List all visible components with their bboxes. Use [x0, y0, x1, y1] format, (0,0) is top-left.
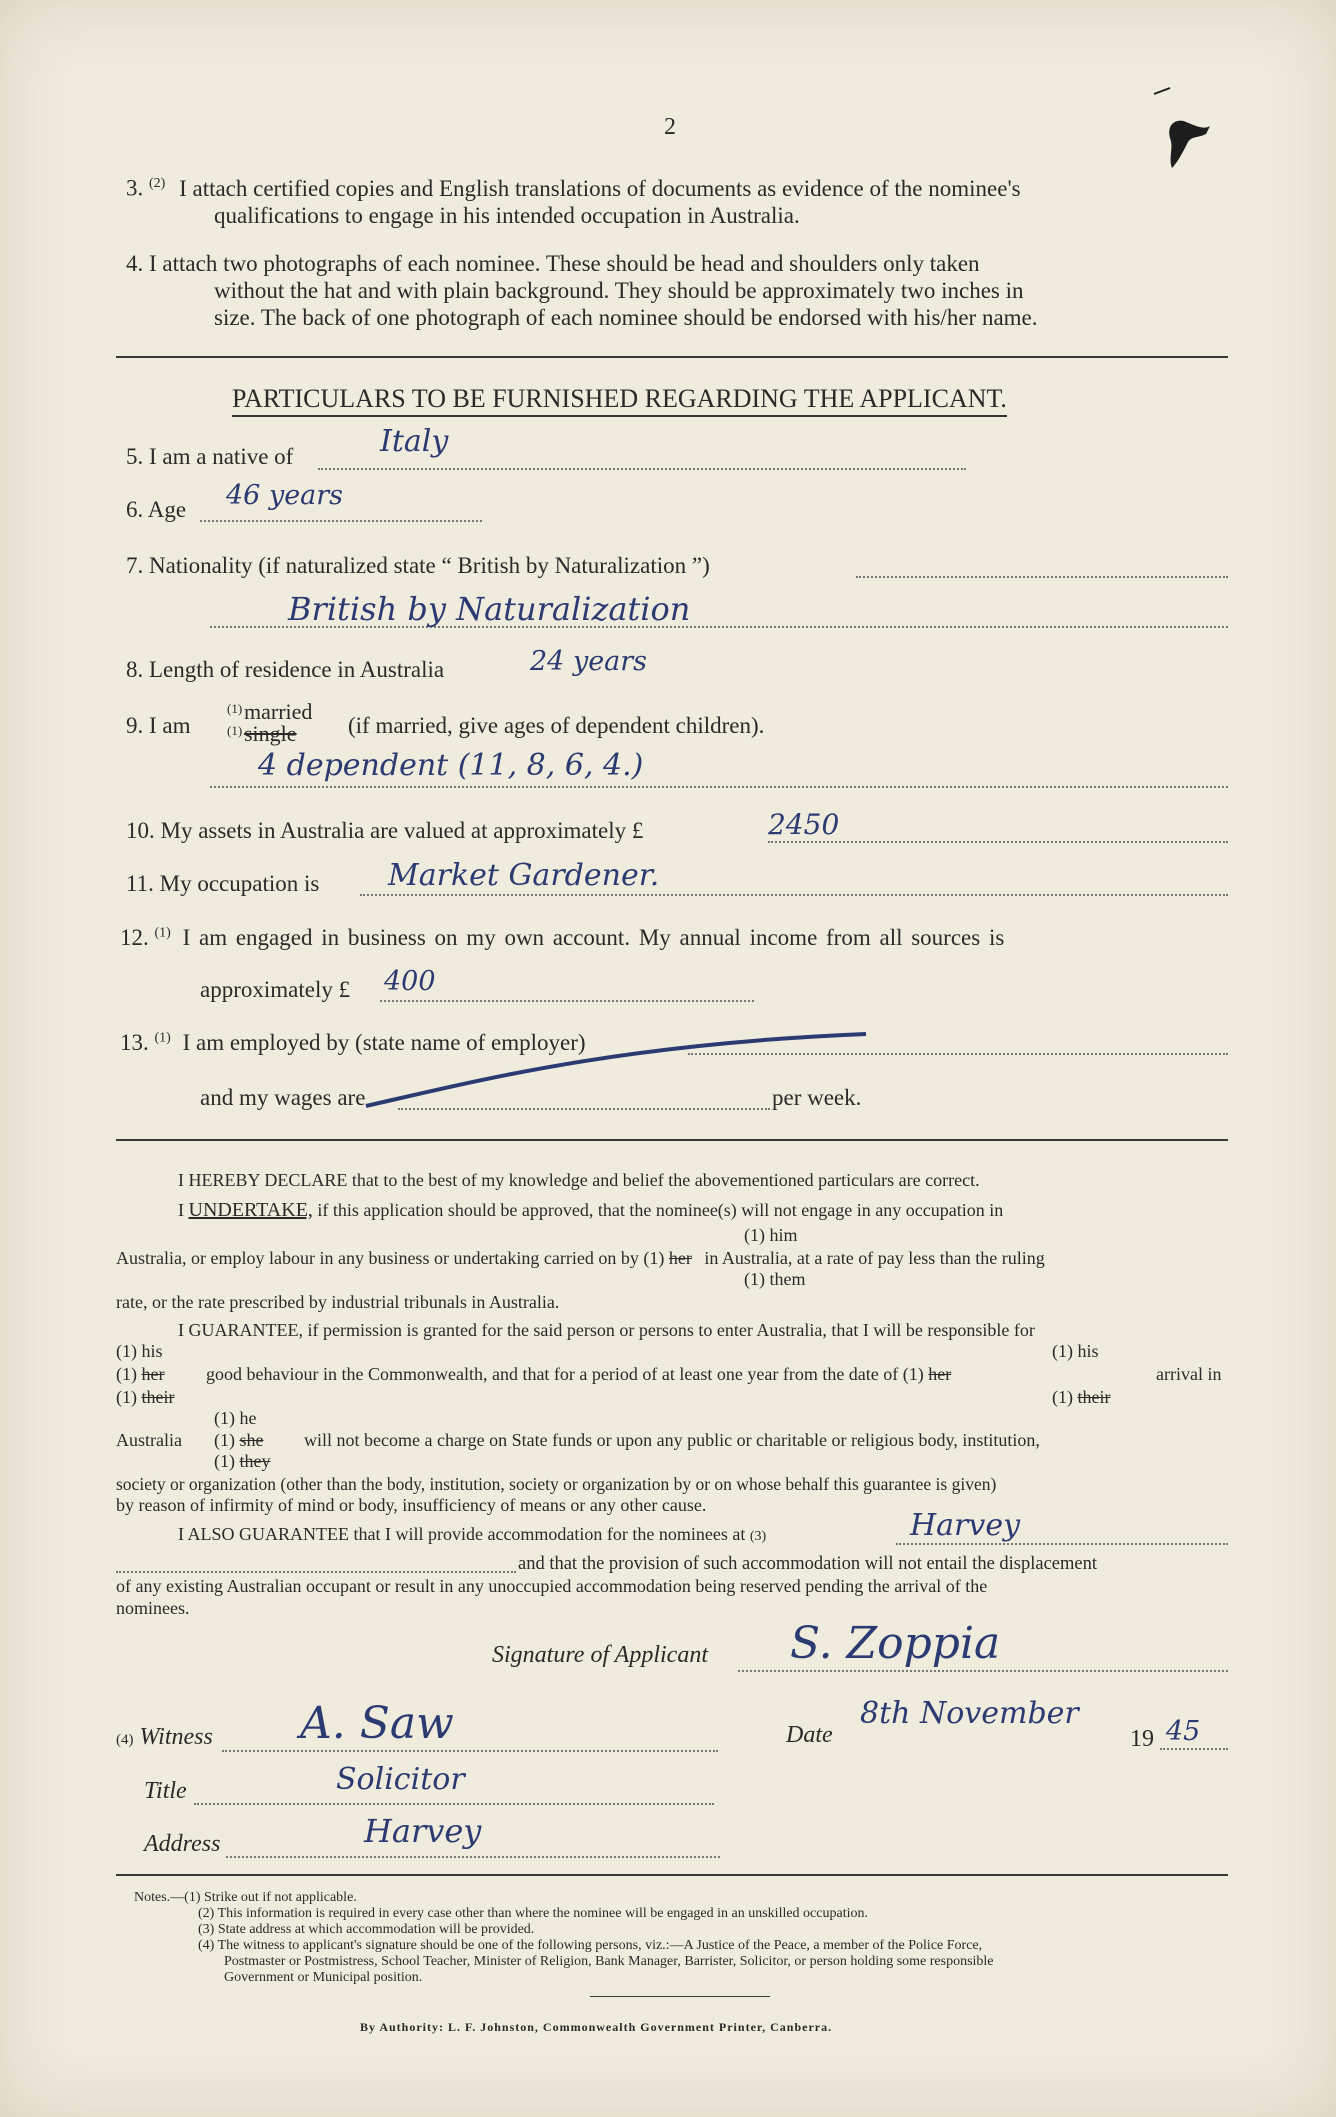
q12-line-2: approximately £	[200, 977, 351, 1002]
q8-label: 8. Length of residence in Australia	[126, 657, 445, 682]
charge-text: will not become a charge on State funds or upon any public or charitable or religious body, institution,	[304, 1430, 1040, 1450]
notes: Notes.—(1) Strike out if not applicable. (2) This information is required in every case other than where the nominee will be engaged in an unskilled occupation. (3) State address at which accommodation will be provided. (4) The witness to applicant's signature should be one of the following persons, viz.:—A Justice of the Peace, a member of the Police Force, Postmaster or Postmistress, School Teacher, Minister of Religion, Bank Manager, Barrister, Solicitor, or person holding some responsible Government or Municipal position.	[134, 1890, 994, 1985]
witness-signature: A. Saw	[300, 1698, 454, 1749]
declaration-also: I ALSO GUARANTEE that I will provide accommodation for the nominees at (3)	[178, 1524, 767, 1544]
declaration-occupant: of any existing Australian occupant or result in any unoccupied accommodation being reserved pending the arrival of the	[116, 1576, 988, 1596]
date-year-prefix: 19	[1130, 1726, 1154, 1752]
q5-label: 5. I am a native of	[126, 444, 294, 469]
address-label: Address	[144, 1831, 221, 1857]
address-line	[226, 1856, 720, 1858]
q9-answer: 4 dependent (11, 8, 6, 4.)	[258, 748, 644, 783]
guarantee-good-behaviour: good behaviour in the Commonwealth, and that for a period of at least one year from the date of (1) her	[206, 1364, 952, 1384]
charge-he: (1) he	[214, 1408, 257, 1428]
corner-mark-icon	[1148, 78, 1228, 178]
declaration-him: (1) him	[744, 1225, 798, 1245]
declaration-society-2: by reason of infirmity of mind or body, insufficiency of means or any other cause.	[116, 1495, 707, 1515]
q5-line	[318, 468, 966, 470]
q9-line	[210, 786, 1228, 788]
guarantee-her-left: (1) her	[116, 1364, 165, 1384]
signature-line	[738, 1670, 1228, 1672]
q10-label: 10. My assets in Australia are valued at approximately £	[126, 818, 644, 843]
date-label: Date	[786, 1722, 833, 1748]
q6-answer: 46 years	[226, 480, 344, 511]
divider	[116, 356, 1228, 358]
guarantee-his-right: (1) his	[1052, 1341, 1099, 1361]
guarantee-arrival-in: arrival in	[1156, 1364, 1222, 1384]
q11-answer: Market Gardener.	[388, 858, 660, 893]
guarantee-their-right: (1) their	[1052, 1387, 1111, 1407]
declaration-employ: Australia, or employ labour in any business or undertaking carried on by (1) her in Australia, at a rate of pay less than the ruling	[116, 1248, 1045, 1268]
signature-label: Signature of Applicant	[492, 1642, 708, 1668]
q8-answer: 24 years	[530, 646, 648, 677]
title-line	[194, 1803, 714, 1805]
q6-label: 6. Age	[126, 497, 187, 522]
q7-answer: British by Naturalization	[288, 590, 691, 628]
document-page: 2 3. $^{(2)}$ I attach certified copies and English translations of documents as evidence of the nominee's qualifications to engage in his intended occupation in Australia. 4. I attach two photographs of each nominee. These should be head and shoulders only taken without the hat and with plain background. They should be approximately two inches in size. The back of one photograph of each nominee should be endorsed with his/her name. PARTICULARS TO BE FURNISHED REGARDING THE APPLICANT. 5. I am a native of Italy 6. Age 46 years 7. Nationality (if naturalized state “ British by Naturalization ”) British by Naturalization 8. Length of residence in Australia 24 years 9. I am (1) married (1) single (if married, give ages of dependent children). 4 dependent (11, 8, 6, 4.) 10. My assets in Australia are valued at approximately £ 2450 11. My occupation is Market Gardener. 12. $^{(1)}$ I am engaged in business on my own account. My annual income from all sources is approximately £ 400 13. $^{(1)}$ I am employed by (state name of employer) and my wages are per week. I HEREBY DECLARE that to the best of my knowledge and belief the abovementioned particulars are correct. I UNDERTAKE, if this application should be approved, that the nominee(s) will not engage in any occupation in (1) him Australia, or employ labour in any business or undertaking carried on by (1) her in Australia, at a rate of pay less than the ruling (1) them rate, or the rate prescribed by industrial tribunals in Australia. I GUARANTEE, if permission is granted for the said person or persons to enter Australia, that I will be responsible for (1) his (1) her (1) their good behaviour in the Commonwealth, and that for a period of at least one year from the date of (1) her arrival in (1) his (1) their (1) he Australia (1) she will not become a charge on State funds or upon any public or charitable or religious body, institution, (1) they society or organization (other than the body, institution, society or organization by or on whose behalf this guarantee is given) by reason of infirmity of mind or body, insufficiency of means or any other cause. I ALSO GUARANTEE that I will provide accommodation for the nominees at (3) Harvey and that the provision of such accommodation will not entail the displacement of any existing Australian occupant or result in any unoccupied accommodation being reserved pending the arrival of the nominees. Signature of Applicant S. Zoppia (4) Witness A. Saw Date 8th November 19 45 Title Solicitor Address Harvey Notes.—(1) Strike out if not applicable. (2) This information is required in every case other than where the nominee will be engaged in an unskilled occupation. (3) State address at which accommodation will be provided. (4) The witness to applicant's signature should be one of the following persons, viz.:—A Justice of the Peace, a member of the Police Force, Postmaster or Postmistress, School Teacher, Minister of Religion, Bank Manager, Barrister, Solicitor, or person holding some responsible Government or Municipal position. By Authority: L. F. Johnston, Commonwealth Government Printer, Canberra.	[0, 0, 1336, 2117]
title-label: Title	[144, 1778, 187, 1804]
declaration-them: (1) them	[744, 1269, 806, 1289]
address-value: Harvey	[364, 1812, 482, 1850]
footer-rule	[590, 1996, 770, 1997]
declaration-rate: rate, or the rate prescribed by industrial tribunals in Australia.	[116, 1292, 560, 1312]
declaration-guarantee: I GUARANTEE, if permission is granted for the said person or persons to enter Australia, that I will be responsible for	[178, 1320, 1035, 1340]
q12-line	[380, 1000, 754, 1002]
charge-she: (1) she	[214, 1430, 264, 1450]
declaration-nominees: nominees.	[116, 1598, 190, 1618]
accommodation-answer: Harvey	[910, 1508, 1021, 1543]
printer-footer: By Authority: L. F. Johnston, Commonwealth Government Printer, Canberra.	[360, 2020, 833, 2034]
declaration-society-1: society or organization (other than the body, institution, society or organization by or on whose behalf this guarantee is given)	[116, 1474, 997, 1494]
q5-answer: Italy	[380, 424, 449, 459]
q13-per-week: per week.	[772, 1085, 862, 1110]
q13-strike-line	[360, 1030, 880, 1110]
accommodation-line-2	[116, 1571, 516, 1573]
applicant-signature: S. Zoppia	[790, 1618, 1001, 1669]
guarantee-his-left: (1) his	[116, 1341, 163, 1361]
date-year-line	[1160, 1748, 1228, 1750]
declaration-hereby: I HEREBY DECLARE that to the best of my knowledge and belief the abovementioned particulars are correct.	[178, 1170, 980, 1190]
section-title: PARTICULARS TO BE FURNISHED REGARDING THE APPLICANT.	[232, 384, 1007, 417]
q7-line-1	[856, 576, 1228, 578]
page-number: 2	[664, 114, 676, 140]
declaration-displacement: and that the provision of such accommodation will not entail the displacement	[518, 1554, 1098, 1574]
q11-line	[360, 894, 1228, 896]
divider	[116, 1139, 1228, 1141]
q12-line-1: 12. $^{(1)}$ I am engaged in business on my own account. My annual income from all sources is	[120, 925, 1005, 950]
date-year: 45	[1166, 1716, 1201, 1747]
item-4: 4. I attach two photographs of each nominee. These should be head and shoulders only taken without the hat and with plain background. They should be approximately two inches in size. The back of one photograph of each nominee should be endorsed with his/her name.	[126, 251, 1038, 330]
charge-australia: Australia	[116, 1430, 182, 1450]
divider	[116, 1874, 1228, 1876]
charge-they: (1) they	[214, 1451, 271, 1471]
witness-line	[222, 1750, 718, 1752]
q10-line	[768, 841, 1228, 843]
q10-answer: 2450	[768, 808, 840, 841]
q7-label: 7. Nationality (if naturalized state “ British by Naturalization ”)	[126, 553, 710, 578]
declaration-undertake: I UNDERTAKE, if this application should be approved, that the nominee(s) will not engage in any occupation in	[178, 1199, 1004, 1221]
q12-answer: 400	[384, 966, 436, 997]
date-value: 8th November	[860, 1696, 1079, 1731]
guarantee-their-left: (1) their	[116, 1387, 175, 1407]
accommodation-line	[896, 1543, 1228, 1545]
q11-label: 11. My occupation is	[126, 871, 320, 896]
item-3: 3. $^{(2)}$ I attach certified copies and English translations of documents as evidence of the nominee's qualifications to engage in his intended occupation in Australia.	[126, 175, 1021, 228]
q13-line-1: 13. $^{(1)}$ I am employed by (state name of employer)	[120, 1030, 586, 1055]
witness-label: (4) Witness	[116, 1724, 213, 1750]
q6-line	[200, 520, 482, 522]
q13-wages-label: and my wages are	[200, 1085, 366, 1110]
title-value: Solicitor	[336, 1762, 465, 1797]
